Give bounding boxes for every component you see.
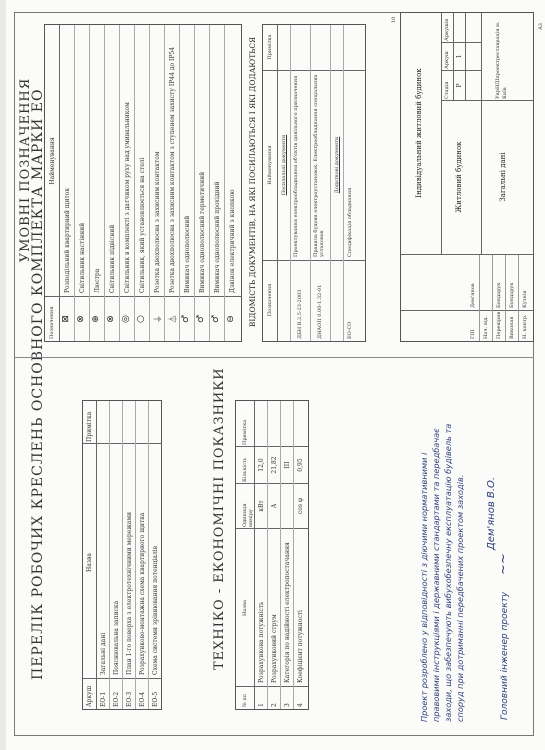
legend-row: ⊖ Дзвінок електричний з кнопкою bbox=[225, 25, 240, 341]
refs-col-note: Примітка bbox=[267, 34, 273, 60]
legend-rows bbox=[60, 25, 240, 341]
panel-symbol-icon: ⊠ bbox=[61, 315, 71, 323]
refs-row: ЕО-СО Специфікація обладнання bbox=[347, 187, 353, 339]
sheet-number: 10 bbox=[391, 16, 397, 23]
col-sheet-header: Аркуш bbox=[86, 685, 93, 707]
pendant-lamp-symbol-icon: ⊗ bbox=[106, 315, 116, 323]
drawings-rows bbox=[97, 401, 162, 709]
refs-col-code: Позначення bbox=[267, 283, 273, 317]
legend-col-name: Найменування bbox=[49, 137, 56, 185]
legend-title: УМОВНІ ПОЗНАЧЕННЯ bbox=[18, 77, 33, 263]
tep-row: 4 Коефіцієнт потужності cos φ 0,95 bbox=[297, 458, 304, 707]
signature-row: Нач. від. bbox=[480, 255, 493, 341]
legend-row: ○ Світильник, який установлюється на стелі bbox=[135, 25, 150, 341]
drawing-row: ЕО-5 Схема системи зрівнювання потенціалів bbox=[152, 545, 159, 707]
drawings-list-table bbox=[82, 400, 162, 710]
section-name: Житловий будинок bbox=[455, 141, 463, 213]
object-name: Індивідуальний житловий будинок bbox=[415, 68, 423, 198]
tep-table bbox=[235, 400, 309, 710]
refs-row: ДНАОП 0.00-1.32-01 Правила будови електроустановок. Електрообладнання спеціальних установок bbox=[311, 25, 331, 341]
tep-row: 2 Розрахунковий струм А 21,82 bbox=[268, 401, 281, 709]
scan-edge-top bbox=[0, 0, 6, 750]
tep-col-unit: Одиниця виміру bbox=[242, 503, 254, 527]
document-name: Загальні дані bbox=[499, 152, 507, 202]
switch-symbol-icon: ♂ bbox=[181, 314, 191, 324]
legend-row: ⊕ Люстра bbox=[90, 25, 105, 341]
referenced-documents-table bbox=[262, 24, 366, 342]
referenced-documents-title: ВІДОМІСТЬ ДОКУМЕНТІВ, НА ЯКІ ПОСИЛАЮТЬСЯ І ЯКІ ДОДАЮТЬСЯ bbox=[248, 36, 257, 328]
legend-row: ♂ Вимикач однополюсний герметичний bbox=[195, 25, 210, 341]
drawing-row: ЕО-1 Загальні дані bbox=[97, 401, 110, 709]
signature-mark: ~~ bbox=[496, 553, 511, 575]
organization-name: УкрНДІпроектреставрація м. Київ bbox=[495, 21, 508, 99]
col-note-header: Примітка bbox=[86, 411, 93, 442]
chandelier-symbol-icon: ⊕ bbox=[91, 315, 101, 323]
motion-sensor-lamp-symbol-icon: ◎ bbox=[121, 315, 131, 323]
tep-col-name: Назва bbox=[242, 600, 248, 616]
stage-label: Стадія bbox=[444, 81, 450, 99]
legend-row: ♂ Вимикач однополюсний прохідний bbox=[210, 25, 225, 341]
doorbell-symbol-icon: ⊖ bbox=[226, 315, 236, 323]
legend-row: ⏚ Розетка двохполюсна з захисним контактом bbox=[150, 25, 165, 341]
tep-col-num: № пп bbox=[242, 694, 248, 707]
compliance-statement: Проект розроблено у відповідності з діючими нормативними і правовими інструкціями і державними стандартами та передбачає заходи, що забезпечують вибухобезпечну експлуатацію будівель та споруд при дотриманні передбачених проектом заходів. bbox=[419, 423, 465, 722]
sealed-switch-symbol-icon: ♂ bbox=[196, 314, 206, 324]
format-label: А3 bbox=[538, 23, 544, 30]
refs-row: Посилальні документи bbox=[278, 25, 291, 341]
sheet-value: 1 bbox=[456, 54, 463, 59]
tep-row: 1 Розрахункова потужність кВт 12,0 bbox=[255, 401, 268, 709]
legend-row: ♂ Вимикач однополюсний bbox=[180, 25, 195, 341]
title-block bbox=[391, 12, 534, 342]
sheet-label: Аркуш bbox=[444, 51, 450, 69]
legend-col-symbol: Позначення bbox=[49, 306, 55, 339]
socket-symbol-icon: ⏚ bbox=[154, 314, 164, 324]
legend-row: ⊗ Світильник настінний bbox=[75, 25, 90, 341]
legend-row: ⊗ Світильник підвісний bbox=[105, 25, 120, 341]
refs-row: Додаткові документи bbox=[331, 25, 344, 341]
tep-row: 3 Категорія по надійності електропостачання ІІІ bbox=[281, 401, 294, 709]
tep-rows bbox=[255, 401, 307, 709]
signature-row: ГІП Дем'янов bbox=[467, 255, 480, 341]
legend-table bbox=[44, 24, 242, 342]
chief-engineer-label: Головний інженер проекту bbox=[500, 591, 510, 720]
legend-row: ⏃ Розетка двохполюсна з захисним контактом з ступенем захисту IP44 до IP54 bbox=[165, 25, 180, 341]
signature-rows bbox=[467, 255, 532, 341]
chief-engineer-name: Дем'янов В.О. bbox=[486, 476, 497, 550]
drawing-row: ЕО-2 Пояснювальна записка bbox=[110, 401, 123, 709]
refs-rows bbox=[278, 25, 357, 341]
drawing-row: ЕО-4 Розрахунково-монтажна схема квартирного щитка bbox=[136, 401, 149, 709]
drawings-list-title-line1: ПЕРЕЛІК РОБОЧИХ КРЕСЛЕНЬ ОСНОВНОГО КОМПЛЕКТА МАРКИ ЕО bbox=[30, 88, 46, 680]
sheets-label: Аркушів bbox=[444, 18, 450, 41]
col-name-header: Назва bbox=[86, 552, 93, 573]
wall-lamp-symbol-icon: ⊗ bbox=[76, 315, 86, 323]
tep-col-qty: Кількість bbox=[242, 457, 248, 482]
refs-col-name: Найменування bbox=[267, 145, 273, 185]
signature-row: Н. контр. Кузнік bbox=[522, 290, 528, 339]
passthrough-switch-symbol-icon: ♂ bbox=[211, 314, 221, 324]
signature-row: Перевірив Бондарук bbox=[493, 255, 506, 341]
drawing-row: ЕО-3 План 1-го поверха з електротехнічними мережами bbox=[123, 401, 136, 709]
signature-row: Виконав Бондарук bbox=[506, 255, 519, 341]
stage-value: Р bbox=[456, 83, 463, 88]
tep-col-note: Примітка bbox=[242, 419, 248, 445]
waterproof-socket-symbol-icon: ⏃ bbox=[169, 314, 179, 324]
ceiling-lamp-symbol-icon: ○ bbox=[136, 315, 146, 323]
refs-row: ДБН В.2.5-23-2003 Проектування електрообладнання об'єктів цивільного призначення bbox=[291, 25, 311, 341]
legend-row: ◎ Світильник в комплекті з датчиком руху над умивальником bbox=[120, 25, 135, 341]
tep-title: ТЕХНІКО - ЕКОНОМІЧНІ ПОКАЗНИКИ bbox=[212, 367, 227, 670]
legend-row: ⊠ Розподільний квартирний щиток bbox=[60, 25, 75, 341]
